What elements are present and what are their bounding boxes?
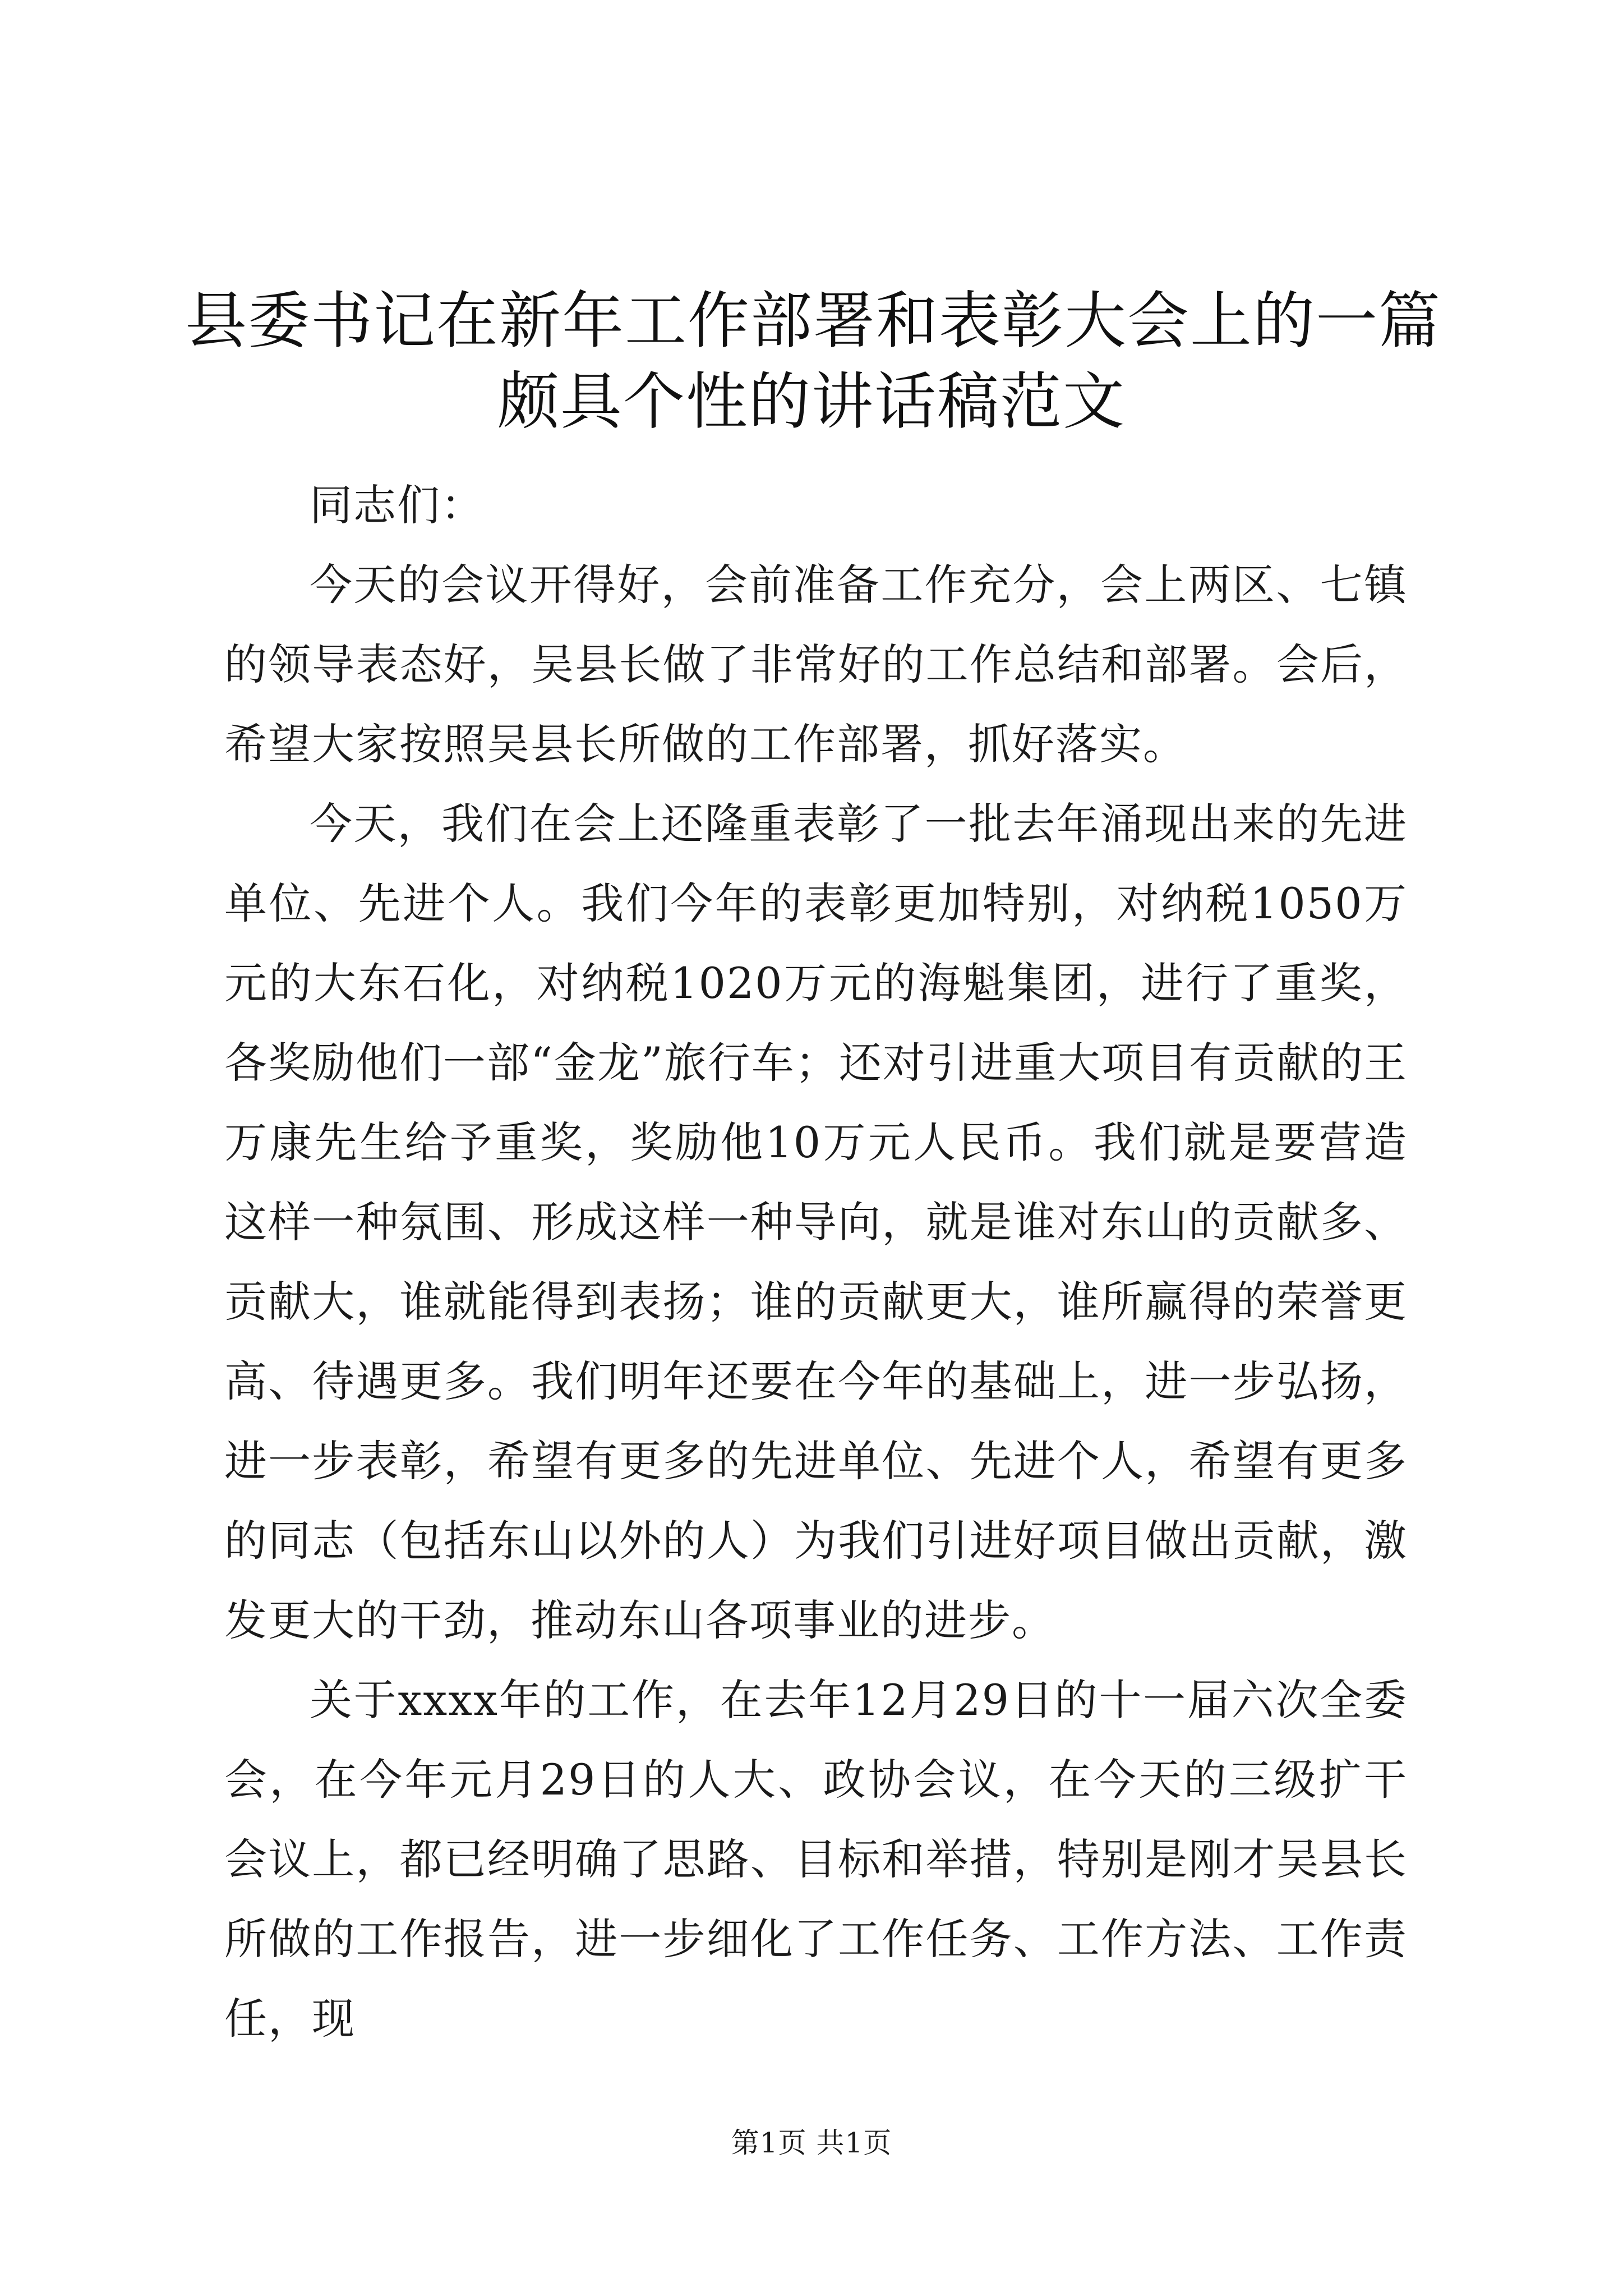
document-title xyxy=(185,280,1441,442)
document-body xyxy=(224,466,1408,2059)
document-title-line-2: 颇具个性的讲话稿范文 xyxy=(497,366,1126,438)
paragraph-1: 今天的会议开得好，会前准备工作充分，会上两区、七镇的领导表态好，吴县长做了非常好的工作总结和部署。会后，希望大家按照吴县长所做的工作部署，抓好落实。 xyxy=(224,560,1408,769)
document-title-line-1: 县委书记在新年工作部署和表彰大会上的一篇 xyxy=(185,285,1441,357)
page-number: 第1页 共1页 xyxy=(731,2127,892,2159)
page-footer xyxy=(0,2126,1623,2160)
paragraph-2: 今天，我们在会上还隆重表彰了一批去年涌现出来的先进单位、先进个人。我们今年的表彰更加特别，对纳税1050万元的大东石化，对纳税1020万元的海魁集团，进行了重奖，各奖励他们一部“金龙”旅行车；还对引进重大项目有贡献的王万康先生给予重奖，奖励他10万元人民币。我们就是要营造这样一种氛围、形成这样一种导向，就是谁对东山的贡献多、贡献大，谁就能得到表扬；谁的贡献更大，谁所赢得的荣誉更高、待遇更多。我们明年还要在今年的基础上，进一步弘扬，进一步表彰，希望有更多的先进单位、先进个人，希望有更多的同志（包括东山以外的人）为我们引进好项目做出贡献，激发更大的干劲，推动东山各项事业的进步。 xyxy=(224,799,1408,1645)
paragraph-3: 关于xxxx年的工作，在去年12月29日的十一届六次全委会，在今年元月29日的人大、政协会议，在今天的三级扩干会议上，都已经明确了思路、目标和举措，特别是刚才吴县长所做的工作报告，进一步细化了工作任务、工作方法、工作责任，现 xyxy=(224,1675,1408,2044)
greeting: 同志们： xyxy=(310,480,485,530)
